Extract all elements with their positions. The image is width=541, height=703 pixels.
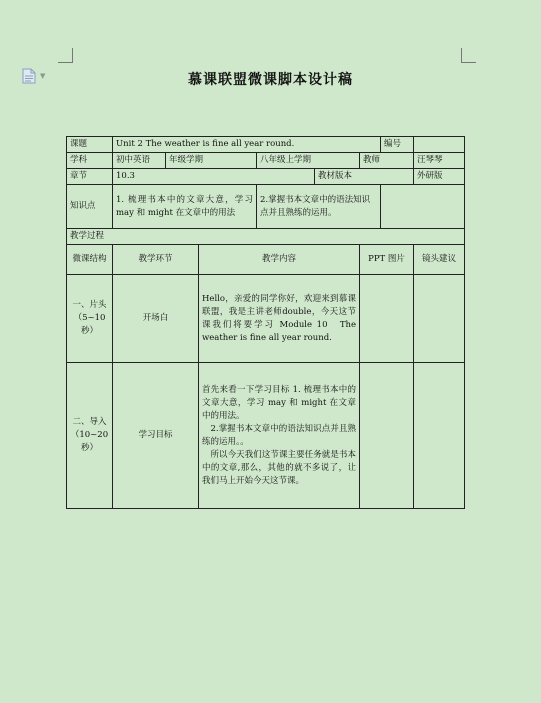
header-structure: 微课结构	[67, 245, 113, 275]
number-label: 编号	[381, 137, 414, 153]
header-step: 教学环节	[113, 245, 199, 275]
knowledge-point-1[interactable]: 1. 梳理书本中的文章大意，学习 may 和 might 在文章中的用法	[113, 185, 257, 229]
topic-value[interactable]: Unit 2 The weather is fine all year round.	[113, 137, 381, 153]
knowledge-label: 知识点	[67, 185, 113, 229]
row-2-structure: 二、导入（10~20秒）	[67, 363, 113, 509]
topic-label: 课题	[67, 137, 113, 153]
subject-label: 学科	[67, 153, 113, 169]
row-1-content[interactable]: Hello，亲爱的同学你好，欢迎来到慕课联盟，我是主讲老师double，今天这节课我们将要学习 Module 10 The weather is fine all year round.	[199, 275, 360, 363]
grade-label: 年级学期	[166, 153, 257, 169]
teacher-label: 教师	[360, 153, 414, 169]
page-margin-corner-top-right	[461, 48, 476, 63]
number-value[interactable]	[414, 137, 465, 153]
header-ppt: PPT 图片	[360, 245, 414, 275]
subject-value[interactable]: 初中英语	[113, 153, 166, 169]
row-2-content-paragraph-1: 首先来看一下学习目标 1. 梳理书本中的文章大意，学习 may 和 might 在文章中的用法。	[202, 384, 356, 421]
row-2-content[interactable]	[199, 363, 360, 509]
teacher-value[interactable]: 汪琴琴	[414, 153, 465, 169]
row-2-content-paragraph-3: 所以今天我们这节课主要任务就是书本中的文章,那么，其他的就不多说了，让我们马上开始今天这节课。	[202, 449, 356, 486]
script-table	[66, 136, 465, 509]
row-2-step[interactable]: 学习目标	[113, 363, 199, 509]
process-label: 教学过程	[67, 229, 465, 245]
edition-label: 教材版本	[315, 169, 414, 185]
grade-value[interactable]: 八年级上学期	[257, 153, 360, 169]
page-margin-corner-top-left	[58, 48, 73, 63]
row-1-step[interactable]: 开场白	[113, 275, 199, 363]
header-content: 教学内容	[199, 245, 360, 275]
row-2-ppt[interactable]	[360, 363, 414, 509]
document-title: 慕课联盟微课脚本设计稿	[188, 72, 353, 88]
row-1-camera[interactable]	[414, 275, 465, 363]
edition-value[interactable]: 外研版	[414, 169, 465, 185]
knowledge-point-2[interactable]: 2.掌握书本文章中的语法知识点并且熟练的运用。	[257, 185, 381, 229]
row-1-structure: 一、片头（5~10秒）	[67, 275, 113, 363]
knowledge-point-3[interactable]	[381, 185, 465, 229]
row-2-content-paragraph-2: 2.掌握书本文章中的语法知识点并且熟练的运用。。	[202, 423, 356, 447]
dropdown-arrow-icon[interactable]: ▼	[40, 72, 46, 80]
section-value[interactable]: 10.3	[113, 169, 315, 185]
row-1-ppt[interactable]	[360, 275, 414, 363]
section-label: 章节	[67, 169, 113, 185]
row-2-camera[interactable]	[414, 363, 465, 509]
header-camera: 镜头建议	[414, 245, 465, 275]
